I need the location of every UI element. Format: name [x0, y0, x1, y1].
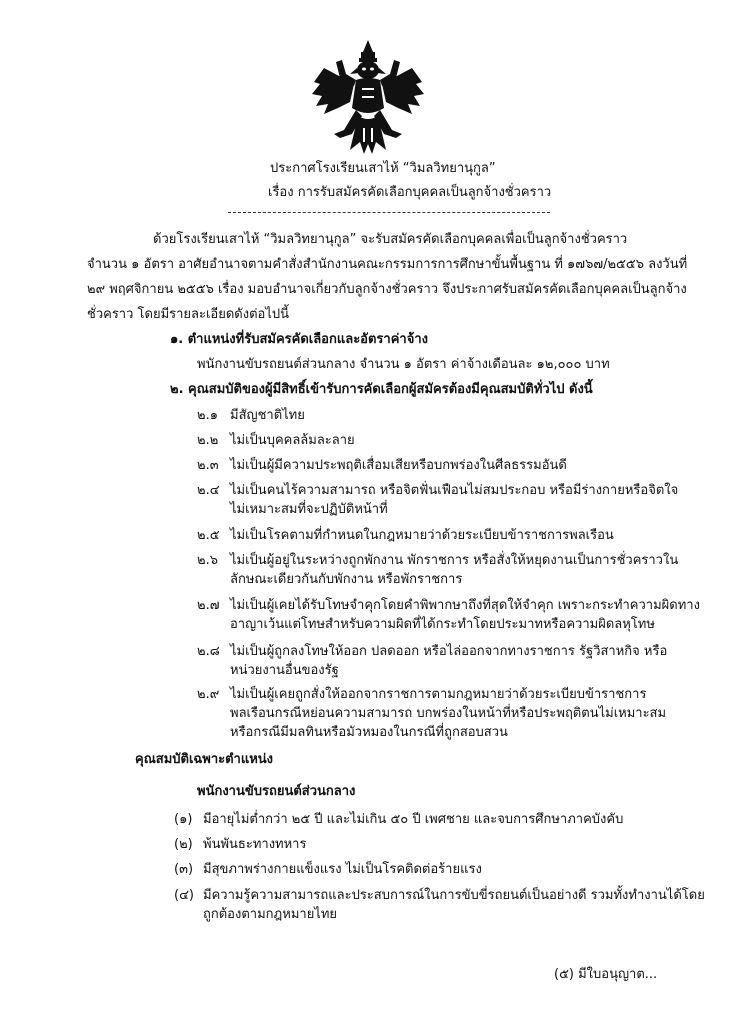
item-text: มีสัญชาติไทย	[230, 408, 305, 423]
item-text: ไม่เหมาะสมที่จะปฏิบัติหน้าที่	[230, 502, 388, 517]
garuda-emblem-icon	[310, 38, 426, 156]
item-number: ๒.๘	[197, 644, 220, 659]
item-number: (๒)	[174, 837, 193, 852]
item-text: มีสุขภาพร่างกายแข็งแรง ไม่เป็นโรคติดต่อร้ายแรง	[203, 862, 482, 877]
item-text: หรือกรณีมีมลทินหรือมัวหมองในกรณีที่ถูกสอบสวน	[230, 725, 508, 740]
item-number: ๒.๙	[197, 687, 220, 702]
item-text: อาญาเว้นแต่โทษสำหรับความผิดที่ได้กระทำโดยประมาทหรือความผิดลหุโทษ	[230, 617, 655, 632]
item-text: ลักษณะเดียวกันกับพักงาน หรือพักราชการ	[230, 572, 463, 587]
item-number: ๒.๗	[197, 598, 220, 613]
item-number: (๔)	[174, 888, 194, 903]
item-text: ไม่เป็นผู้เคยถูกสั่งให้ออกจากราชการตามกฎหมายว่าด้วยระเบียบข้าราชการ	[230, 687, 647, 702]
item-text: ไม่เป็นโรคตามที่กำหนดในกฎหมายว่าด้วยระเบียบข้าราชการพลเรือน	[230, 528, 614, 543]
item-text: ไม่เป็นบุคคลล้มละลาย	[230, 433, 355, 448]
item-number: ๒.๔	[197, 483, 220, 498]
intro-line: จำนวน ๑ อัตรา อาศัยอำนาจตามคำสั่งสำนักงานคณะกรรมการการศึกษาขั้นพื้นฐาน ที่ ๑๗๖๗/๒๕๕๖ ลงวันที่	[87, 257, 688, 272]
section-1-heading: ๑. ตำแหน่งที่รับสมัครคัดเลือกและอัตราค่าจ้าง	[170, 332, 428, 347]
item-text: พ้นพันธะทางทหาร	[203, 837, 307, 852]
specific-position-name: พนักงานขับรถยนต์ส่วนกลาง	[197, 784, 356, 799]
item-text: ถูกต้องตามกฎหมายไทย	[203, 907, 338, 922]
specific-qualifications-heading: คุณสมบัติเฉพาะตำแหน่ง	[135, 752, 274, 767]
section-2-heading: ๒. คุณสมบัติของผู้มีสิทธิ์เข้ารับการคัดเลือกผู้สมัครต้องมีคุณสมบัติทั่วไป ดังนี้	[170, 382, 593, 397]
item-text: ไม่เป็นผู้เคยได้รับโทษจำคุกโดยคำพิพากษาถึงที่สุดให้จำคุก เพราะกระทำความผิดทาง	[230, 598, 700, 613]
item-number: (๓)	[174, 862, 194, 877]
intro-line: ด้วยโรงเรียนเสาไห้ “วิมลวิทยานุกูล” จะรับสมัครคัดเลือกบุคคลเพื่อเป็นลูกจ้างชั่วคราว	[153, 232, 628, 247]
header-separator	[228, 212, 550, 213]
item-text: พลเรือนกรณีหย่อนความสามารถ บกพร่องในหน้าที่หรือประพฤติตนไม่เหมาะสม	[230, 706, 667, 721]
intro-line: ๒๙ พฤศจิกายน ๒๕๕๖ เรื่อง มอบอำนาจเกี่ยวกับลูกจ้างชั่วคราว จึงประกาศรับสมัครคัดเลือกบุคคลเป็นลูกจ้าง	[87, 282, 687, 297]
item-text: หน่วยงานอื่นของรัฐ	[230, 663, 339, 678]
item-number: ๒.๕	[197, 528, 220, 543]
item-text: ไม่เป็นผู้อยู่ในระหว่างถูกพักงาน พักราชการ หรือสั่งให้หยุดงานเป็นการชั่วคราวใน	[230, 553, 679, 568]
item-text: ไม่เป็นผู้ถูกลงโทษให้ออก ปลดออก หรือไล่ออกจากทางราชการ รัฐวิสาหกิจ หรือ	[230, 644, 668, 659]
item-text: มีอายุไม่ต่ำกว่า ๒๕ ปี และไม่เกิน ๕๐ ปี เพศชาย และจบการศึกษาภาคบังคับ	[203, 812, 624, 827]
item-number: ๒.๖	[197, 553, 218, 568]
item-number: ๒.๓	[197, 458, 219, 473]
intro-line: ชั่วคราว โดยมีรายละเอียดดังต่อไปนี้	[87, 307, 290, 322]
item-text: ไม่เป็นคนไร้ความสามารถ หรือจิตฟั่นเฟือนไม่สมประกอบ หรือมีร่างกายหรือจิตใจ	[230, 483, 679, 498]
announcement-title: ประกาศโรงเรียนเสาไห้ “วิมลวิทยานุกูล”	[270, 161, 496, 176]
item-number: (๑)	[174, 812, 193, 827]
item-text: มีความรู้ความสามารถและประสบการณ์ในการขับขี่รถยนต์เป็นอย่างดี รวมทั้งทำงานได้โดย	[203, 888, 705, 903]
item-number: ๒.๑	[197, 408, 218, 423]
section-1-body: พนักงานขับรถยนต์ส่วนกลาง จำนวน ๑ อัตรา ค่าจ้างเดือนละ ๑๒,๐๐๐ บาท	[197, 357, 610, 372]
page-continuation: (๕) มีใบอนุญาต...	[554, 967, 658, 982]
item-number: ๒.๒	[197, 433, 219, 448]
announcement-subject: เรื่อง การรับสมัครคัดเลือกบุคคลเป็นลูกจ้างชั่วคราว	[268, 185, 552, 200]
item-text: ไม่เป็นผู้มีความประพฤติเสื่อมเสียหรือบกพร่องในศีลธรรมอันดี	[230, 458, 567, 473]
